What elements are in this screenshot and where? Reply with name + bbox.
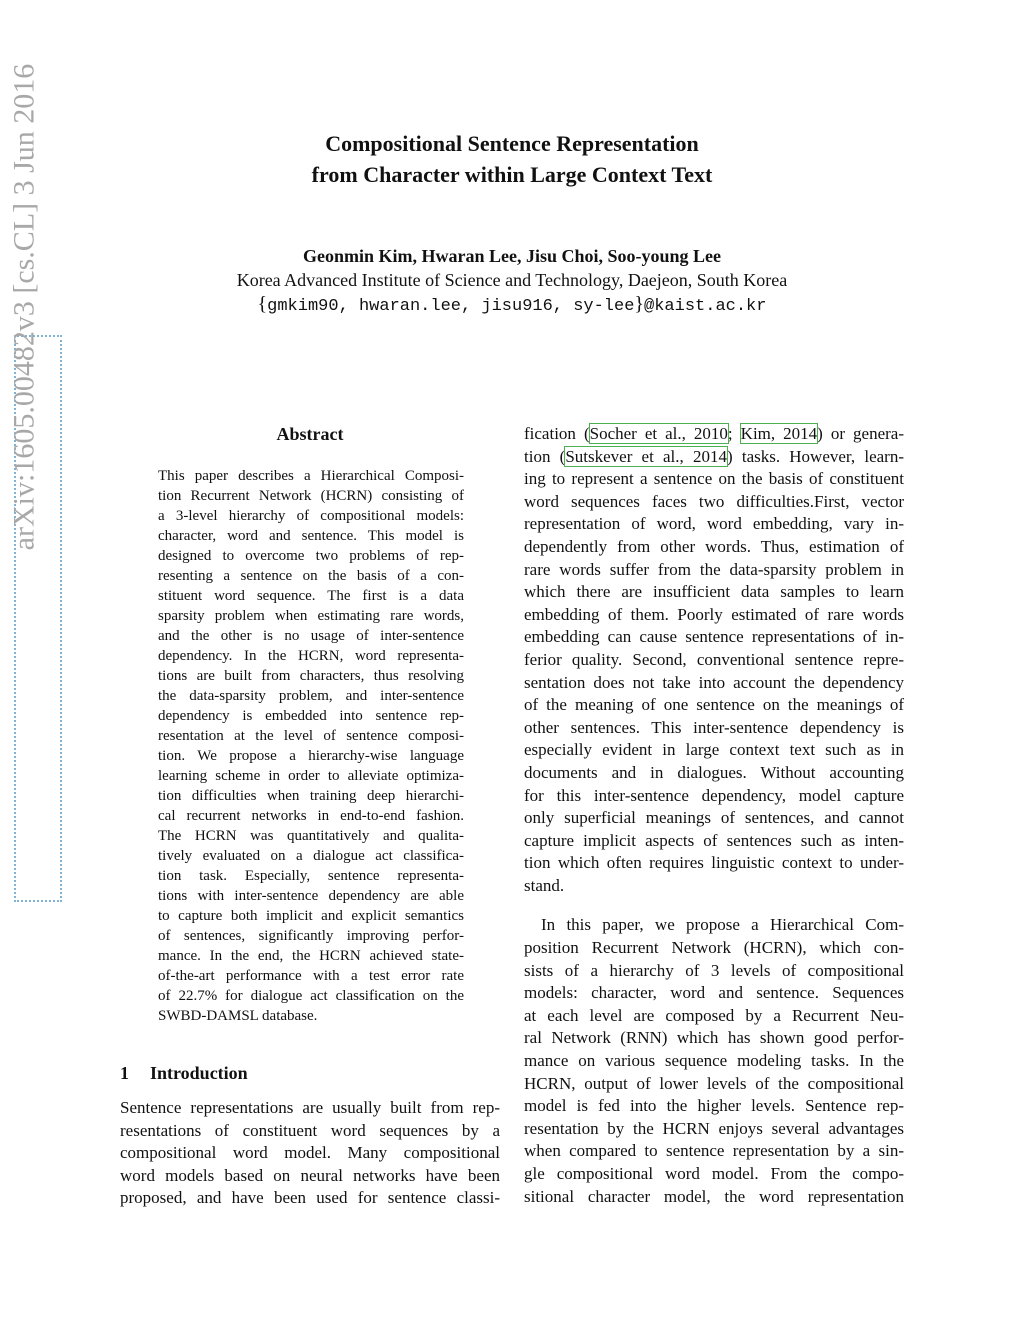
text-line: resentation by the HCRN enjoys several advantages	[524, 1118, 904, 1138]
text-line: word sequences faces two difficulties.First, vector	[524, 491, 904, 511]
email-brace-open: {	[257, 293, 268, 315]
text-line: tions with inter-sentence dependency are able	[158, 888, 464, 904]
email-names: gmkim90, hwaran.lee, jisu916, sy-lee	[267, 297, 635, 316]
text-line: ing to represent a sentence on the basis of constituent	[524, 469, 904, 489]
text-line	[524, 423, 904, 446]
arxiv-stamp: arXiv:1605.00482v3 [cs.CL] 3 Jun 2016	[7, 63, 41, 551]
text-line: ferior quality. Second, conventional sentence repre-	[524, 649, 904, 669]
text-line: sparsity problem when estimating rare words,	[158, 608, 464, 624]
text-line: proposed, and have been used for sentence classi-	[120, 1188, 500, 1208]
text-line: tion task. Especially, sentence representa-	[158, 868, 464, 884]
text-line: other sentences. This inter-sentence dependency is	[524, 717, 904, 737]
text-line: character, word and sentence. This model is	[158, 528, 464, 544]
introduction-right-column	[524, 423, 904, 1208]
email-addresses	[0, 292, 1024, 319]
text-line: of the meaning of one sentence on the meanings of	[524, 695, 904, 715]
text-line: In this paper, we propose a Hierarchical Com-	[541, 915, 904, 935]
text-line: and the other is no usage of inter-sentence	[158, 628, 464, 644]
text-line: sitional character model, the word representation	[524, 1186, 904, 1206]
text-line: especially evident in large context text such as in	[524, 740, 904, 760]
text-line: of sentences, significantly improving perfor-	[158, 928, 464, 944]
text-line: documents and in dialogues. Without accounting	[524, 762, 904, 782]
section-heading-introduction	[120, 1061, 248, 1085]
text-line: dependency. In the HCRN, word representa-	[158, 648, 464, 664]
text-line: rare words suffer from the data-sparsity problem in	[524, 559, 904, 579]
paper-title	[0, 128, 1024, 190]
text-line: at each level are composed by a Recurrent Neu-	[524, 1005, 904, 1025]
text-line: representation of word, word embedding, vary in-	[524, 514, 904, 534]
text-fragment: ) tasks. However, learn-	[726, 446, 904, 466]
text-line: of 22.7% for dialogue act classification on the	[158, 988, 464, 1004]
title-line-1: Compositional Sentence Representation	[325, 131, 699, 156]
affiliation: Korea Advanced Institute of Science and Technology, Daejeon, South Korea	[236, 270, 788, 290]
text-line: resentations of constituent word sequences by a	[120, 1120, 500, 1140]
text-line: sentation does not take into account the dependency	[524, 672, 904, 692]
text-line: model is fed into the higher levels. Sentence rep-	[524, 1096, 904, 1116]
text-fragment: ;	[727, 424, 741, 443]
text-line	[524, 446, 904, 469]
text-line: tively evaluated on a dialogue act classifica-	[158, 848, 464, 864]
text-line: for this inter-sentence dependency, model capture	[524, 785, 904, 805]
email-domain: @kaist.ac.kr	[644, 297, 767, 316]
paragraph	[524, 468, 904, 897]
text-line: cal recurrent networks in end-to-end fashion.	[158, 808, 464, 824]
author-block	[0, 244, 1024, 319]
paragraph	[524, 914, 904, 1208]
text-line: tions are built from characters, thus resolving	[158, 668, 464, 684]
text-line: resenting a sentence on the basis of a con-	[158, 568, 464, 584]
text-line: when compared to sentence representation by a sin-	[524, 1141, 904, 1161]
citation-link[interactable]: Socher et al., 2010	[589, 424, 728, 443]
text-line: The HCRN was quantitatively and qualita-	[158, 828, 464, 844]
text-fragment: fication (	[524, 424, 590, 443]
text-line: only superficial meanings of sentences, and cannot	[524, 808, 904, 828]
abstract-heading: Abstract	[276, 424, 344, 444]
text-line: tion which often requires linguistic context to under-	[524, 853, 904, 873]
text-line: designed to overcome two problems of rep-	[158, 548, 464, 564]
text-line: models: character, word and sentence. Sequences	[524, 983, 904, 1003]
text-line: compositional word model. Many compositional	[120, 1143, 500, 1163]
text-line: a 3-level hierarchy of compositional models:	[158, 508, 464, 524]
introduction-left-column	[120, 1097, 500, 1210]
text-line: dependency is embedded into sentence rep-	[158, 708, 464, 724]
text-line: capture implicit aspects of sentences such as inten-	[524, 830, 904, 850]
text-line: the data-sparsity problem, and inter-sentence	[158, 688, 464, 704]
text-line: gle compositional word model. From the compo-	[524, 1164, 904, 1183]
text-line: embedding of them. Poorly estimated of rare words	[524, 604, 904, 624]
text-line: stituent word sequence. The first is a data	[158, 588, 464, 604]
text-line: tion Recurrent Network (HCRN) consisting of	[158, 488, 464, 504]
email-brace-close: }	[634, 293, 645, 315]
text-line: sists of a hierarchy of 3 levels of compositional	[524, 960, 904, 980]
text-line: embedding can cause sentence representations of in-	[524, 627, 904, 647]
citation-link[interactable]: Kim, 2014	[740, 424, 818, 443]
text-line: stand.	[524, 875, 565, 895]
text-fragment: tion (	[524, 446, 566, 466]
title-line-2: from Character within Large Context Text	[311, 162, 713, 187]
citation-link[interactable]: Sutskever et al., 2014	[565, 446, 727, 466]
text-line: to capture both implicit and explicit semantics	[158, 908, 464, 924]
section-number: 1	[120, 1063, 129, 1083]
text-line: resentation at the level of sentence composi-	[158, 728, 464, 744]
paragraph-gap	[524, 897, 904, 914]
text-line: dependently from other words. Thus, estimation of	[524, 536, 904, 556]
text-line: This paper describes a Hierarchical Composi-	[158, 468, 464, 484]
text-line: word models based on neural networks have been	[120, 1165, 500, 1185]
text-line: HCRN, output of lower levels of the compositional	[524, 1073, 904, 1093]
text-line: position Recurrent Network (HCRN), which con-	[524, 938, 904, 958]
text-line: which there are insufficient data samples to learn	[524, 582, 904, 602]
text-line: of-the-art performance with a test error rate	[158, 968, 464, 984]
text-line: Sentence representations are usually built from rep-	[120, 1098, 500, 1117]
section-title: Introduction	[150, 1063, 248, 1083]
text-line: ral Network (RNN) which has shown good perfor-	[524, 1028, 904, 1048]
text-line: learning scheme in order to alleviate optimiza-	[158, 768, 464, 784]
text-line: tion difficulties when training deep hierarchi-	[158, 788, 464, 804]
authors: Geonmin Kim, Hwaran Lee, Jisu Choi, Soo-young Lee	[302, 246, 722, 266]
abstract-body	[158, 466, 464, 1026]
text-line: tion. We propose a hierarchy-wise language	[158, 748, 464, 764]
text-line: mance on various sequence modeling tasks. In the	[524, 1051, 904, 1071]
text-line: mance. In the end, the HCRN achieved state-	[158, 948, 464, 964]
text-line: SWBD-DAMSL database.	[158, 1008, 318, 1024]
text-fragment: ) or genera-	[817, 424, 904, 443]
